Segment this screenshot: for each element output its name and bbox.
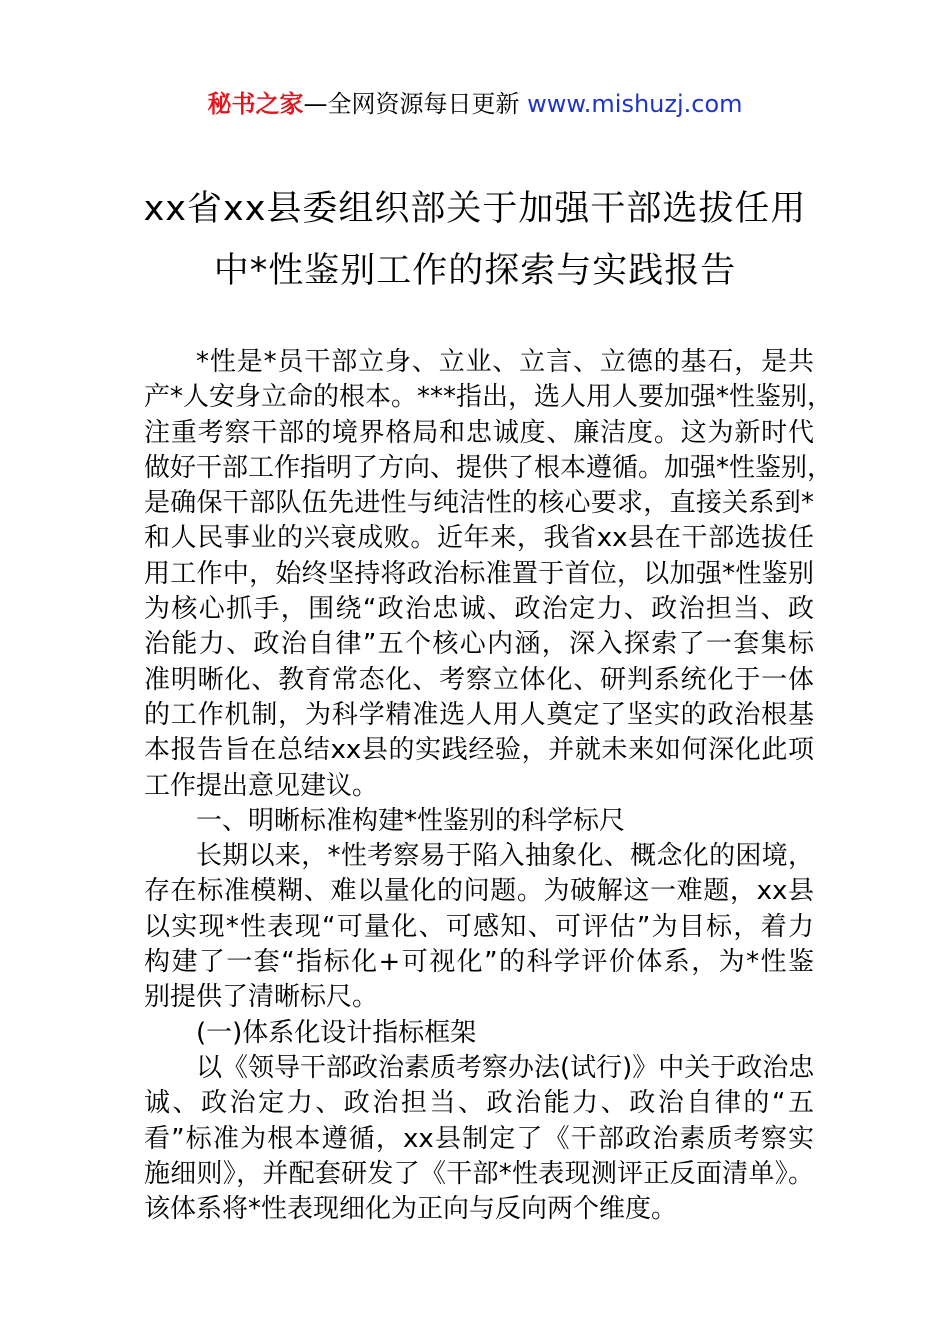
text-line: 和人民事业的兴衰成败。近年来，我省xx县在干部选拔任 [144, 523, 814, 554]
paragraph [144, 345, 834, 804]
paragraph [144, 839, 814, 1015]
text-line: 长期以来，*性考察易于陷入抽象化、概念化的困境， [196, 841, 814, 872]
text-line: 存在标准模糊、难以量化的问题。为破解这一难题，xx县 [144, 876, 814, 907]
text-line: 该体系将*性表现细化为正向与反向两个维度。 [144, 1194, 678, 1225]
text-line: 别提供了清晰标尺。 [144, 982, 379, 1013]
text-line: 施细则》，并配套研发了《干部*性表现测评正反面清单》。 [144, 1158, 814, 1189]
title-line-1: xx省xx县委组织部关于加强干部选拔任用 [143, 189, 807, 229]
site-brand: 秘书之家 [207, 90, 304, 118]
text-line: 的工作机制，为科学精准选人用人奠定了坚实的政治根基 [144, 699, 814, 730]
text-line: 注重考察干部的境界格局和忠诚度、廉洁度。这为新时代 [144, 417, 814, 448]
section-heading [144, 804, 814, 839]
site-url-link[interactable]: www.mishuzj.com [527, 90, 743, 118]
text-line: 治能力、政治自律”五个核心内涵，深入探索了一套集标 [144, 629, 814, 660]
text-line: (一)体系化设计指标框架 [196, 1017, 477, 1048]
text-line: 诚、政治定力、政治担当、政治能力、政治自律的“五 [144, 1088, 814, 1119]
paragraph [144, 1051, 814, 1227]
title-line-2: 中*性鉴别工作的探索与实践报告 [213, 251, 737, 291]
document-body [144, 345, 834, 1227]
site-header [0, 87, 950, 121]
text-line: *性是*员干部立身、立业、立言、立德的基石，是共 [196, 347, 814, 377]
text-line: 本报告旨在总结xx县的实践经验，并就未来如何深化此项 [144, 735, 814, 766]
text-line: 是确保干部队伍先进性与纯洁性的核心要求，直接关系到* [144, 488, 814, 519]
text-line: 以实现*性表现“可量化、可感知、可评估”为目标，着力 [144, 911, 814, 942]
text-line: 以《领导干部政治素质考察办法(试行)》中关于政治忠 [196, 1052, 815, 1083]
text-line: 构建了一套“指标化+可视化”的科学评价体系，为*性鉴 [144, 947, 814, 978]
section-heading [144, 1016, 814, 1051]
text-line: 产*人安身立命的根本。***指出，选人用人要加强*性鉴别， [144, 382, 834, 413]
text-line: 一、明晰标准构建*性鉴别的科学标尺 [196, 805, 626, 836]
text-line: 用工作中，始终坚持将政治标准置于首位，以加强*性鉴别 [144, 558, 814, 589]
text-line: 准明晰化、教育常态化、考察立体化、研判系统化于一体 [144, 664, 814, 695]
document-title [90, 178, 860, 302]
text-line: 做好干部工作指明了方向、提供了根本遵循。加强*性鉴别， [144, 452, 834, 483]
text-line: 为核心抓手，围绕“政治忠诚、政治定力、政治担当、政 [144, 594, 814, 625]
site-tagline: —全网资源每日更新 [303, 90, 528, 118]
text-line: 工作提出意见建议。 [144, 770, 379, 801]
text-line: 看”标准为根本遵循，xx县制定了《干部政治素质考察实 [144, 1123, 814, 1154]
